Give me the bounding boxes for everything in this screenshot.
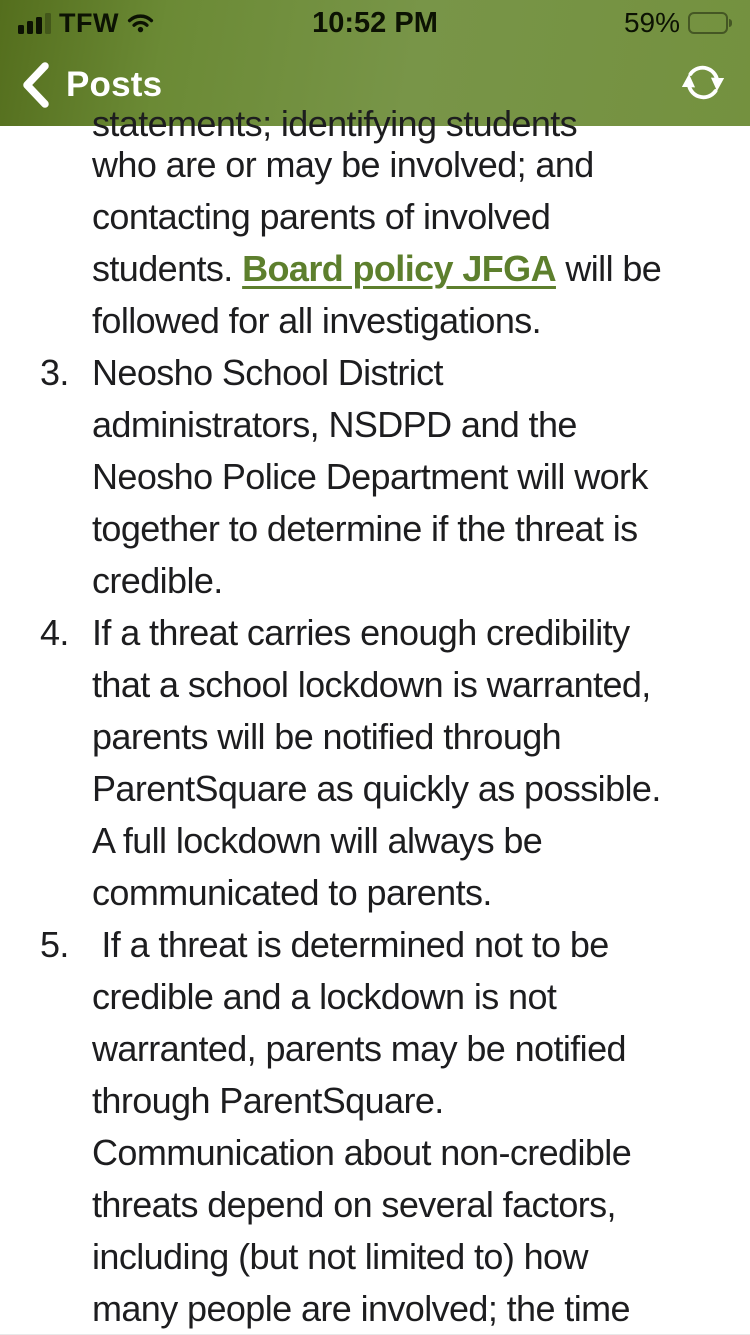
body-text-line: Communication about non-credible	[92, 1132, 632, 1173]
status-left	[18, 8, 268, 39]
carrier-label: TFW	[59, 7, 119, 38]
list-item-4	[40, 607, 740, 659]
refresh-button[interactable]	[678, 58, 728, 113]
body-text-line: Neosho Police Department will work	[92, 456, 648, 497]
body-text-line: through ParentSquare.	[92, 1080, 444, 1121]
body-text-line: together to determine if the threat is	[92, 508, 638, 549]
list-number: 3.	[40, 352, 69, 393]
post-body	[0, 103, 750, 1335]
body-text-line: warranted, parents may be notified	[92, 1028, 626, 1069]
body-text-line: administrators, NSDPD and the	[92, 404, 577, 445]
body-text-line	[92, 243, 740, 295]
body-text-line: A full lockdown will always be	[92, 820, 543, 861]
body-text: students.	[92, 248, 243, 289]
clock: 10:52 PM	[312, 6, 438, 39]
list-number: 5.	[40, 924, 69, 965]
back-button[interactable]	[0, 61, 162, 109]
back-button-label: Posts	[66, 65, 163, 104]
body-text-line: communicated to parents.	[92, 872, 492, 913]
sync-refresh-icon	[678, 95, 728, 112]
list-item-3	[40, 347, 740, 399]
body-text-line: followed for all investigations.	[92, 300, 542, 341]
clipped-text-line: statements; identifying students	[92, 103, 578, 144]
body-text-line: credible.	[92, 560, 223, 601]
list-number: 4.	[40, 612, 69, 653]
body-text-line: contacting parents of involved	[92, 196, 551, 237]
body-text-line: threats depend on several factors,	[92, 1184, 616, 1225]
body-text-line: who are or may be involved; and	[92, 144, 594, 185]
body-text: If a threat is determined not to be	[92, 924, 609, 965]
board-policy-jfga-link[interactable]: Board policy JFGA	[242, 248, 556, 289]
cellular-signal-icon	[18, 12, 51, 34]
body-text: Neosho School District	[92, 352, 443, 393]
body-text: will be	[555, 248, 662, 289]
chevron-left-icon	[18, 61, 52, 109]
body-text: If a threat carries enough credibility	[92, 612, 630, 653]
battery-icon	[688, 12, 732, 34]
battery-percent-label: 59%	[623, 7, 680, 38]
body-text-line: that a school lockdown is warranted,	[92, 664, 651, 705]
body-text-line: including (but not limited to) how	[92, 1236, 588, 1277]
list-item-5	[40, 919, 740, 971]
status-right	[482, 7, 732, 39]
body-text-line: credible and a lockdown is not	[92, 976, 557, 1017]
status-bar	[0, 6, 750, 40]
body-text-line: many people are involved; the time	[92, 1288, 630, 1329]
wifi-icon	[127, 13, 154, 33]
body-text-line: parents will be notified through	[92, 716, 562, 757]
body-text-line: ParentSquare as quickly as possible.	[92, 768, 661, 809]
